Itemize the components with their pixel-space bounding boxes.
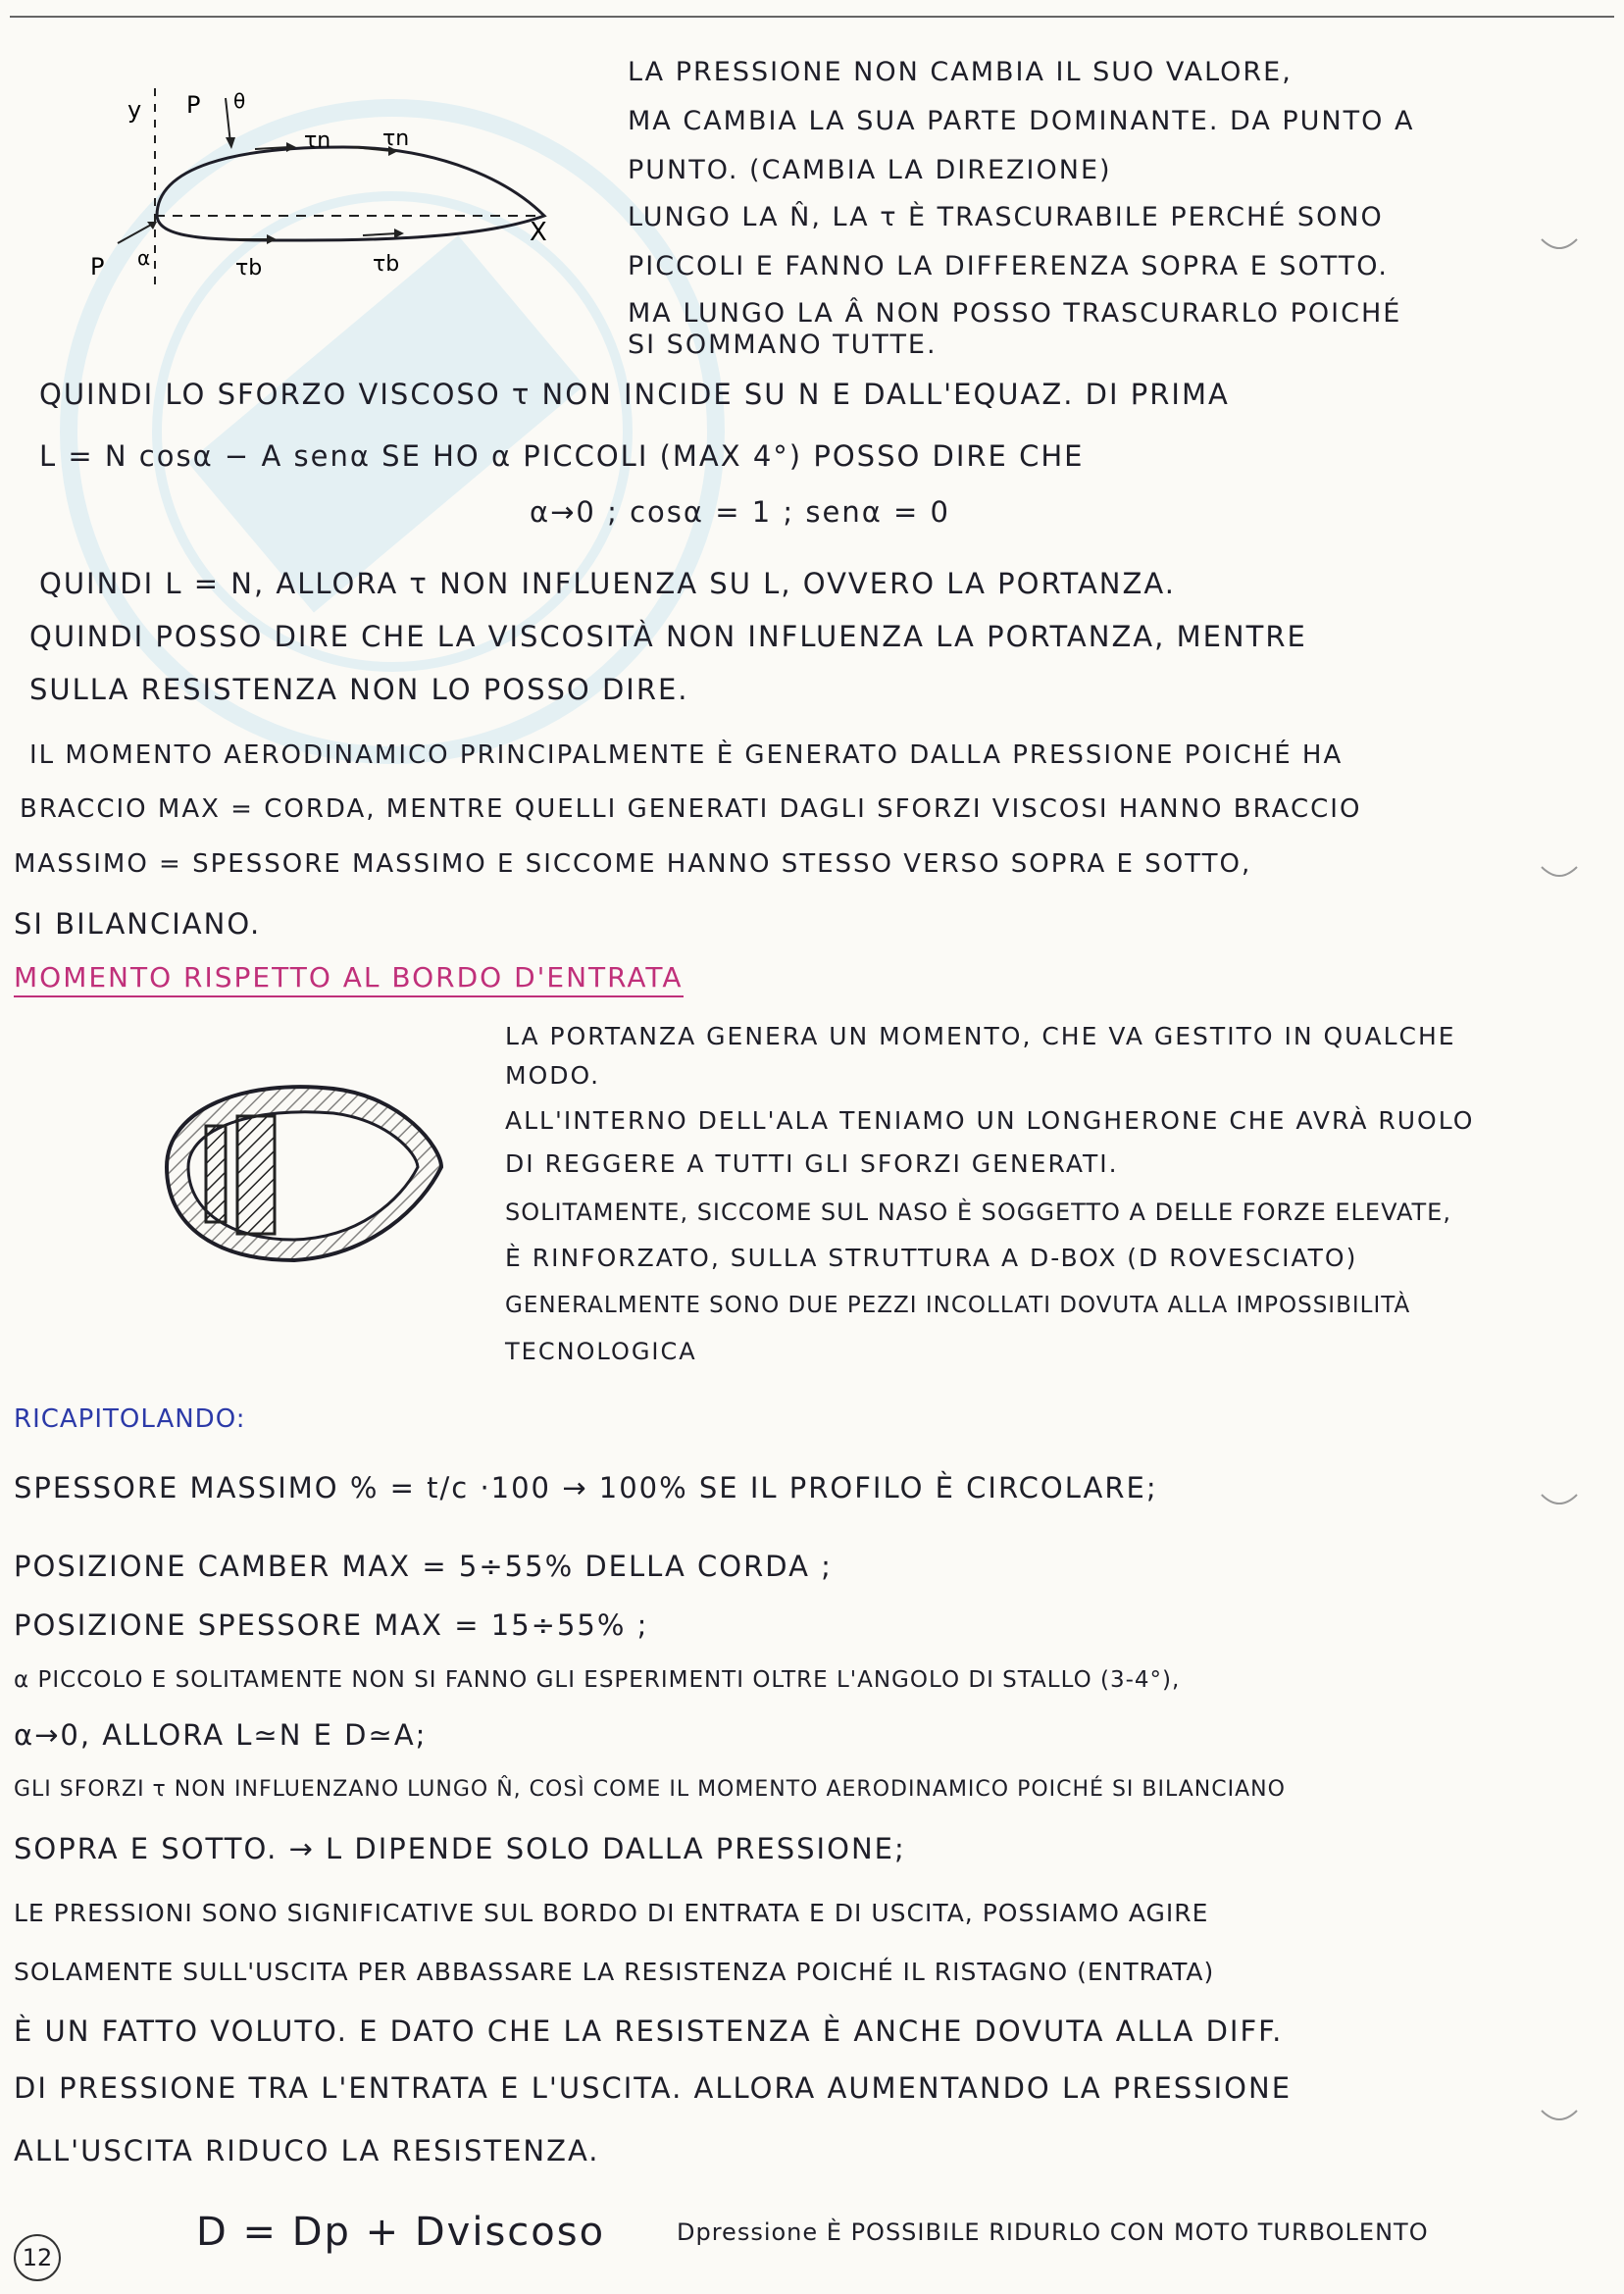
body-line: α→0 ; cosα = 1 ; senα = 0 — [530, 495, 951, 529]
moment-line: MODO. — [505, 1061, 601, 1090]
label-p-top: P — [186, 91, 201, 119]
recap-line: SOPRA E SOTTO. → L DIPENDE SOLO DALLA PRESSIONE; — [14, 1832, 906, 1865]
page-number: 12 — [14, 2234, 61, 2281]
body-line: QUINDI L = N, ALLORA τ NON INFLUENZA SU L, OVVERO LA PORTANZA. — [39, 567, 1176, 600]
label-p-bottom: P — [90, 253, 105, 280]
label-alpha: α — [137, 246, 151, 270]
note-line: PUNTO. (CAMBIA LA DIREZIONE) — [628, 155, 1112, 185]
recap-line: α PICCOLO E SOLITAMENTE NON SI FANNO GLI ESPERIMENTI OLTRE L'ANGOLO DI STALLO (3-4°), — [14, 1667, 1181, 1693]
drag-formula-note: Dpressione È POSSIBILE RIDURLO CON MOTO TURBOLENTO — [677, 2218, 1429, 2246]
note-line: MA LUNGO LA Â NON POSSO TRASCURARLO POICHÉ — [628, 298, 1402, 329]
recap-line: LE PRESSIONI SONO SIGNIFICATIVE SUL BORDO DI ENTRATA E DI USCITA, POSSIAMO AGIRE — [14, 1899, 1209, 1927]
body-line: SULLA RESISTENZA NON LO POSSO DIRE. — [29, 673, 689, 706]
top-rule — [10, 16, 1614, 18]
d-box-wing-section-diagram — [147, 1069, 461, 1275]
binder-mark-icon — [1540, 235, 1579, 255]
label-tau-n1: τn — [304, 128, 331, 153]
label-x: X — [530, 218, 547, 247]
body-line: QUINDI LO SFORZO VISCOSO τ NON INCIDE SU N E DALL'EQUAZ. DI PRIMA — [39, 378, 1230, 411]
label-tau-b1: τb — [235, 256, 263, 280]
recap-line: SPESSORE MASSIMO % = t/c ·100 → 100% SE IL PROFILO È CIRCOLARE; — [14, 1471, 1158, 1504]
drag-formula: D = Dp + Dviscoso — [196, 2210, 606, 2255]
airfoil-pressure-diagram — [69, 78, 598, 304]
moment-line: SOLITAMENTE, SICCOME SUL NASO È SOGGETTO A DELLE FORZE ELEVATE, — [505, 1198, 1451, 1226]
heading-moment: MOMENTO RISPETTO AL BORDO D'ENTRATA — [14, 961, 684, 997]
recap-line: DI PRESSIONE TRA L'ENTRATA E L'USCITA. ALLORA AUMENTANDO LA PRESSIONE — [14, 2071, 1293, 2105]
recap-line: POSIZIONE SPESSORE MAX = 15÷55% ; — [14, 1608, 649, 1642]
recap-line: È UN FATTO VOLUTO. E DATO CHE LA RESISTENZA È ANCHE DOVUTA ALLA DIFF. — [14, 2014, 1284, 2048]
recap-line: SOLAMENTE SULL'USCITA PER ABBASSARE LA RESISTENZA POICHÉ IL RISTAGNO (ENTRATA) — [14, 1958, 1215, 1986]
note-line: LA PRESSIONE NON CAMBIA IL SUO VALORE, — [628, 57, 1293, 87]
moment-line: DI REGGERE A TUTTI GLI SFORZI GENERATI. — [505, 1149, 1119, 1178]
note-line: SI SOMMANO TUTTE. — [628, 330, 938, 360]
note-line: MA CAMBIA LA SUA PARTE DOMINANTE. DA PUNTO A — [628, 106, 1415, 136]
body-line: IL MOMENTO AERODINAMICO PRINCIPALMENTE È GENERATO DALLA PRESSIONE POICHÉ HA — [29, 740, 1344, 770]
moment-line: LA PORTANZA GENERA UN MOMENTO, CHE VA GESTITO IN QUALCHE — [505, 1022, 1456, 1050]
label-y: y — [127, 96, 142, 124]
moment-line: TECNOLOGICA — [505, 1338, 697, 1365]
note-line: LUNGO LA N̂, LA τ È TRASCURABILE PERCHÉ SONO — [628, 202, 1384, 232]
body-line: L = N cosα − A senα SE HO α PICCOLI (MAX 4°) POSSO DIRE CHE — [39, 439, 1085, 473]
recap-line: ALL'USCITA RIDUCO LA RESISTENZA. — [14, 2134, 600, 2167]
binder-mark-icon — [1540, 1491, 1579, 1510]
recap-line: α→0, ALLORA L≃N E D≃A; — [14, 1718, 428, 1752]
body-line: BRACCIO MAX = CORDA, MENTRE QUELLI GENERATI DAGLI SFORZI VISCOSI HANNO BRACCIO — [20, 794, 1362, 824]
recap-line: GLI SFORZI τ NON INFLUENZANO LUNGO N̂, COSÌ COME IL MOMENTO AERODINAMICO POICHÉ SI BILANCIANO — [14, 1777, 1286, 1802]
label-tau-n2: τn — [382, 127, 410, 151]
body-line: MASSIMO = SPESSORE MASSIMO E SICCOME HANNO STESSO VERSO SOPRA E SOTTO, — [14, 849, 1252, 879]
body-line: SI BILANCIANO. — [14, 907, 262, 941]
label-theta: θ — [233, 89, 246, 113]
binder-mark-icon — [1540, 2107, 1579, 2126]
heading-recap: RICAPITOLANDO: — [14, 1404, 246, 1434]
note-line: PICCOLI E FANNO LA DIFFERENZA SOPRA E SOTTO. — [628, 251, 1390, 281]
body-line: QUINDI POSSO DIRE CHE LA VISCOSITÀ NON INFLUENZA LA PORTANZA, MENTRE — [29, 620, 1307, 653]
moment-line: ALL'INTERNO DELL'ALA TENIAMO UN LONGHERONE CHE AVRÀ RUOLO — [505, 1106, 1475, 1135]
binder-mark-icon — [1540, 863, 1579, 883]
label-tau-b2: τb — [373, 252, 400, 277]
recap-line: POSIZIONE CAMBER MAX = 5÷55% DELLA CORDA ; — [14, 1550, 833, 1583]
moment-line: GENERALMENTE SONO DUE PEZZI INCOLLATI DOVUTA ALLA IMPOSSIBILITÀ — [505, 1293, 1411, 1318]
moment-line: È RINFORZATO, SULLA STRUTTURA A D-BOX (D ROVESCIATO) — [505, 1244, 1358, 1272]
